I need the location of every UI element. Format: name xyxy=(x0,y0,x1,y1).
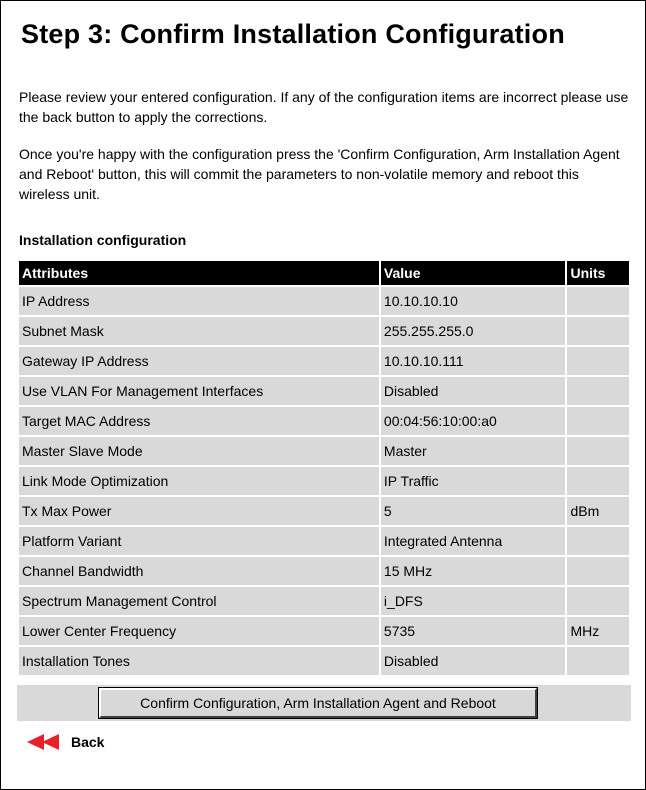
units-cell: MHz xyxy=(567,617,629,645)
attribute-cell: Target MAC Address xyxy=(19,407,379,435)
units-cell xyxy=(567,347,629,375)
units-cell xyxy=(567,317,629,345)
attribute-cell: Use VLAN For Management Interfaces xyxy=(19,377,379,405)
units-cell xyxy=(567,467,629,495)
value-cell: i_DFS xyxy=(381,587,566,615)
installation-config-table xyxy=(17,259,631,677)
units-cell: dBm xyxy=(567,497,629,525)
section-title: Installation configuration xyxy=(19,232,187,248)
attribute-cell: Channel Bandwidth xyxy=(19,557,379,585)
units-cell xyxy=(567,587,629,615)
value-cell: 10.10.10.10 xyxy=(381,287,566,315)
button-row xyxy=(17,685,631,721)
table-row xyxy=(19,587,629,615)
header-value: Value xyxy=(381,261,566,285)
attribute-cell: Subnet Mask xyxy=(19,317,379,345)
back-label: Back xyxy=(71,734,105,750)
value-cell: 15 MHz xyxy=(381,557,566,585)
double-left-arrow-icon xyxy=(25,732,63,752)
page-title: Step 3: Confirm Installation Configuration xyxy=(21,19,565,49)
confirm-reboot-button[interactable]: Confirm Configuration, Arm Installation Agent and Reboot xyxy=(99,688,537,718)
units-cell xyxy=(567,437,629,465)
value-cell: Disabled xyxy=(381,647,566,675)
attribute-cell: Lower Center Frequency xyxy=(19,617,379,645)
value-cell: IP Traffic xyxy=(381,467,566,495)
value-cell: Master xyxy=(381,437,566,465)
attribute-cell: Platform Variant xyxy=(19,527,379,555)
value-cell: Disabled xyxy=(381,377,566,405)
intro-text: Please review your entered configuration. If any of the configuration items are incorrect please use the back button to apply the corrections. xyxy=(19,89,629,125)
units-cell xyxy=(567,647,629,675)
attribute-cell: Gateway IP Address xyxy=(19,347,379,375)
units-cell xyxy=(567,287,629,315)
attribute-cell: Master Slave Mode xyxy=(19,437,379,465)
table-row xyxy=(19,407,629,435)
table-row xyxy=(19,467,629,495)
header-units: Units xyxy=(567,261,629,285)
units-cell xyxy=(567,407,629,435)
table-body xyxy=(19,287,629,675)
units-cell xyxy=(567,557,629,585)
table-row xyxy=(19,287,629,315)
table-row xyxy=(19,527,629,555)
back-link[interactable] xyxy=(25,732,104,752)
table-row xyxy=(19,347,629,375)
table-row xyxy=(19,377,629,405)
table-row xyxy=(19,437,629,465)
units-cell xyxy=(567,377,629,405)
value-cell: 10.10.10.111 xyxy=(381,347,566,375)
attribute-cell: IP Address xyxy=(19,287,379,315)
value-cell: 00:04:56:10:00:a0 xyxy=(381,407,566,435)
value-cell: 5 xyxy=(381,497,566,525)
table-row xyxy=(19,557,629,585)
attribute-cell: Link Mode Optimization xyxy=(19,467,379,495)
table-row xyxy=(19,317,629,345)
header-attributes: Attributes xyxy=(19,261,379,285)
table-header-row xyxy=(19,261,629,285)
value-cell: 255.255.255.0 xyxy=(381,317,566,345)
attribute-cell: Tx Max Power xyxy=(19,497,379,525)
units-cell xyxy=(567,527,629,555)
table-row xyxy=(19,497,629,525)
attribute-cell: Spectrum Management Control xyxy=(19,587,379,615)
value-cell: 5735 xyxy=(381,617,566,645)
value-cell: Integrated Antenna xyxy=(381,527,566,555)
attribute-cell: Installation Tones xyxy=(19,647,379,675)
table-row xyxy=(19,647,629,675)
table-row xyxy=(19,617,629,645)
instructions-text: Once you're happy with the configuration press the 'Confirm Configuration, Arm Installation Agent and Reboot' button, this will commit the parameters to non-volatile memory and reboot this wireless unit. xyxy=(19,146,620,202)
